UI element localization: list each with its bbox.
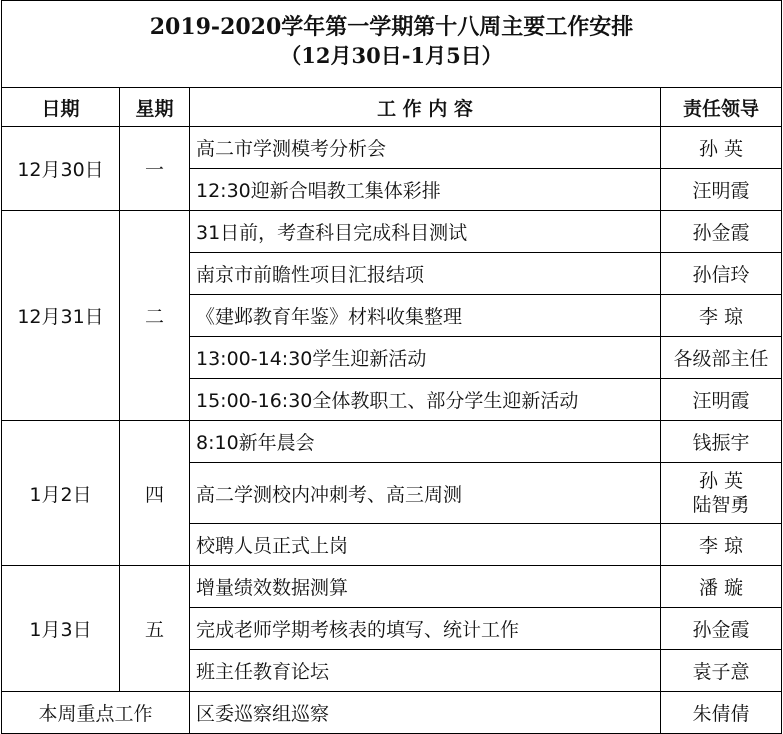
leader-cell: 孙信玲 (661, 253, 782, 295)
weekday-cell: 五 (120, 566, 190, 692)
header-date: 日期 (2, 88, 120, 127)
focus-leader: 朱倩倩 (661, 692, 782, 734)
table-header-row (2, 88, 782, 127)
leader-name: 陆智勇 (692, 494, 750, 516)
task-cell: 南京市前瞻性项目汇报结项 (190, 253, 661, 295)
leader-cell: 钱振宇 (661, 421, 782, 463)
date-cell: 1月3日 (2, 566, 120, 692)
leader-cell: 李 琼 (661, 295, 782, 337)
leader-cell: 各级部主任 (661, 337, 782, 379)
task-cell: 增量绩效数据测算 (190, 566, 661, 608)
table-row (2, 421, 782, 463)
leader-cell: 李 琼 (661, 524, 782, 566)
date-cell: 12月30日 (2, 127, 120, 211)
leader-cell (661, 463, 782, 524)
page-title: 2019-2020学年第一学期第十八周主要工作安排 (149, 14, 634, 40)
task-cell: 班主任教育论坛 (190, 650, 661, 692)
weekday-cell: 二 (120, 211, 190, 421)
leader-cell: 孙金霞 (661, 211, 782, 253)
leader-cell: 潘 璇 (661, 566, 782, 608)
leader-name: 孙 英 (698, 470, 744, 492)
date-cell: 1月2日 (2, 421, 120, 566)
header-weekday: 星期 (120, 88, 190, 127)
task-cell: 校聘人员正式上岗 (190, 524, 661, 566)
weekday-cell: 一 (120, 127, 190, 211)
leader-cell: 孙金霞 (661, 608, 782, 650)
focus-label: 本周重点工作 (2, 692, 190, 734)
focus-content: 区委巡察组巡察 (190, 692, 661, 734)
task-cell: 完成老师学期考核表的填写、统计工作 (190, 608, 661, 650)
leader-cell: 汪明霞 (661, 169, 782, 211)
header-content: 工 作 内 容 (190, 88, 661, 127)
task-cell: 《建邺教育年鉴》材料收集整理 (190, 295, 661, 337)
task-cell: 高二市学测模考分析会 (190, 127, 661, 169)
leader-cell: 汪明霞 (661, 379, 782, 421)
table-row (2, 211, 782, 253)
focus-row (2, 692, 782, 734)
header-leader: 责任领导 (661, 88, 782, 127)
leader-cell: 袁子意 (661, 650, 782, 692)
date-cell: 12月31日 (2, 211, 120, 421)
leader-cell: 孙 英 (661, 127, 782, 169)
schedule-table (1, 87, 782, 734)
task-cell: 12:30迎新合唱教工集体彩排 (190, 169, 661, 211)
task-cell: 高二学测校内冲刺考、高三周测 (190, 463, 661, 524)
table-row (2, 127, 782, 169)
title-box (1, 0, 782, 87)
page-subtitle: （12月30日-1月5日） (280, 43, 503, 68)
task-cell: 8:10新年晨会 (190, 421, 661, 463)
table-row (2, 566, 782, 608)
schedule-document (1, 0, 782, 734)
weekday-cell: 四 (120, 421, 190, 566)
task-cell: 13:00-14:30学生迎新活动 (190, 337, 661, 379)
task-cell: 15:00-16:30全体教职工、部分学生迎新活动 (190, 379, 661, 421)
task-cell: 31日前，考查科目完成科目测试 (190, 211, 661, 253)
